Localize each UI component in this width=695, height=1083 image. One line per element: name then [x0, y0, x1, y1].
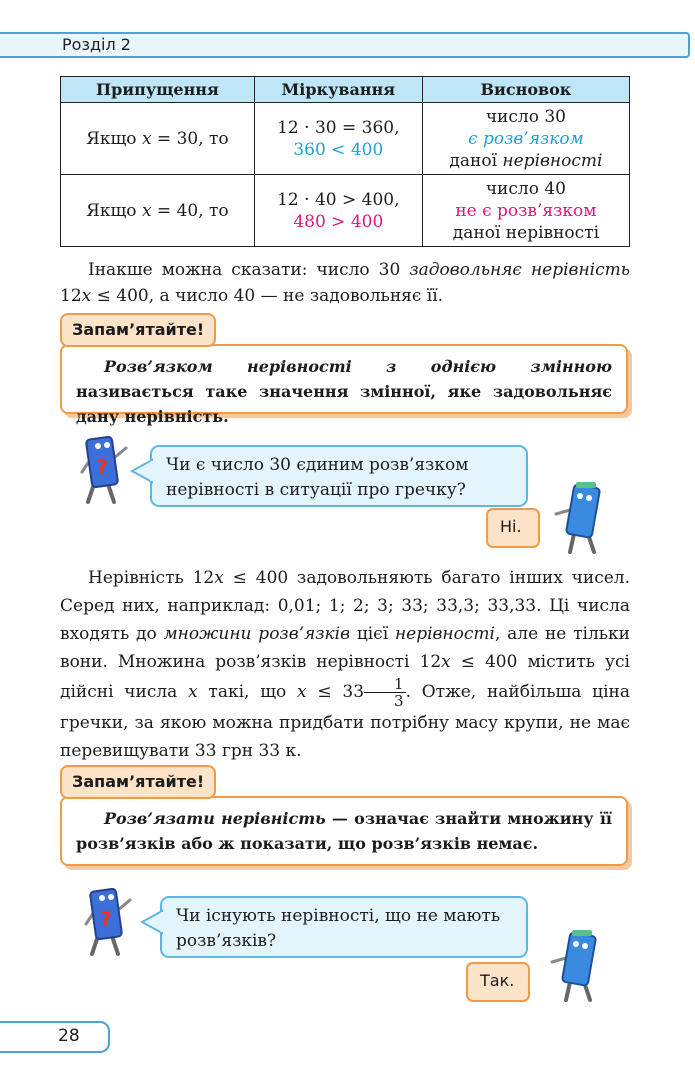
conclusion-cell: число 30 є розв’язком даної нерівності: [422, 103, 629, 175]
paragraph-satisfies: Інакше можна сказати: число 30 задовольняє нерівність 12x ≤ 400, а число 40 — не задовольняє її.: [60, 260, 630, 306]
table-header-assumption: Припущення: [61, 77, 255, 103]
paragraph-solution-set: Нерівність 12x ≤ 400 задовольняють багато інших чисел. Серед них, наприклад: 0,01; 1; 2; 3; 33; 33,3; 33,33. Ці числа входять до множини розв’язків цієї нерівності, але не тільки вони. Множина розв’язків нерівності 12x ≤ 400 містить усі дійсні числа x такі, що x ≤ 33 $\frac{1}{3}$ . Отже, найбільша ціна гречки, за якою можна придбати потрібну масу крупи, не має перевищувати 33 грн 33 к.: [60, 568, 631, 761]
reasoning-cell: 12 · 40 > 400, 480 > 400: [254, 175, 422, 247]
footer-bar: [0, 1021, 110, 1053]
definition-box-solution: Розв’язком нерівності з однією змінною називається таке значення змінної, яке задовольняє дану нерівність.: [60, 344, 628, 414]
phone-character-answer-icon: [548, 928, 608, 1004]
phone-character-question-icon: [84, 884, 136, 958]
phone-character-answer-icon: [552, 480, 612, 556]
answer-bubble: Так.: [466, 962, 530, 1002]
table-row: [61, 175, 630, 247]
table-header-conclusion: Висновок: [422, 77, 629, 103]
page-number: 28: [58, 1026, 80, 1046]
bubble-tail: [140, 909, 164, 935]
fraction-one-third: $\frac{1}{3}$: [364, 676, 406, 709]
reasoning-table: [60, 76, 630, 247]
assumption-cell: Якщо x = 40, то: [61, 175, 255, 247]
assumption-cell: Якщо x = 30, то: [61, 103, 255, 175]
question-bubble: Чи існують нерівності, що не мають розв’язків?: [160, 896, 528, 958]
conclusion-cell: число 40 не є розв’язком даної нерівності: [422, 175, 629, 247]
svg-text:?: ?: [100, 907, 112, 931]
remember-label: Запам’ятайте!: [60, 313, 216, 347]
reasoning-cell: 12 · 30 = 360, 360 < 400: [254, 103, 422, 175]
bubble-tail: [130, 458, 154, 484]
remember-label: Запам’ятайте!: [60, 765, 216, 799]
section-title: Розділ 2: [62, 35, 131, 54]
question-bubble: Чи є число 30 єдиним розв’язком нерівності в ситуації про гречку?: [150, 445, 528, 507]
answer-bubble: Ні.: [486, 508, 540, 548]
table-row: [61, 103, 630, 175]
definition-box-solve: Розв’язати нерівність — означає знайти множину її розв’язків або ж показати, що розв’язків немає.: [60, 796, 628, 866]
phone-character-question-icon: [80, 432, 132, 506]
svg-text:?: ?: [96, 455, 108, 479]
table-header-reasoning: Міркування: [254, 77, 422, 103]
